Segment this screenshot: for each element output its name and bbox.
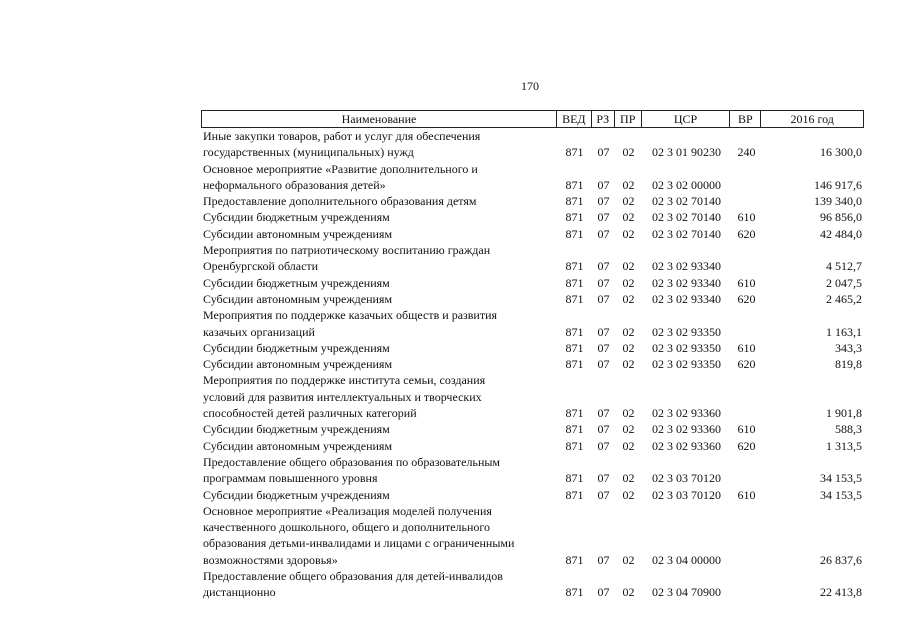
table-row <box>201 193 864 209</box>
row-name-line: Субсидии бюджетным учреждениям <box>203 210 390 225</box>
row-name-line: способностей детей различных категорий <box>203 406 417 421</box>
row-ved: 871 <box>565 291 584 306</box>
row-pr: 02 <box>622 210 635 225</box>
row-name-line: качественного дошкольного, общего и дополнительного <box>203 520 491 535</box>
table-row <box>201 161 864 194</box>
row-ved: 871 <box>565 145 584 160</box>
row-ved: 871 <box>565 438 584 453</box>
row-csr: 02 3 02 93350 <box>652 357 721 372</box>
row-name-line: Иные закупки товаров, работ и услуг для обеспечения <box>203 129 481 143</box>
row-csr: 02 3 03 70120 <box>652 487 721 502</box>
row-csr: 02 3 02 93340 <box>652 275 721 290</box>
row-csr: 02 3 02 93350 <box>652 324 721 339</box>
table-row <box>201 275 864 291</box>
row-name-line: Мероприятия по поддержке института семьи, создания <box>203 373 486 388</box>
row-ved: 871 <box>565 406 584 421</box>
row-ved: 871 <box>565 226 584 241</box>
row-vr: 620 <box>737 357 756 372</box>
budget-table <box>201 110 864 601</box>
row-name-line: Субсидии автономным учреждениям <box>203 357 393 372</box>
row-name-line: Предоставление общего образования для детей-инвалидов <box>203 569 503 584</box>
row-name <box>201 209 557 225</box>
row-name-line: Субсидии автономным учреждениям <box>203 226 393 241</box>
row-ved: 871 <box>565 194 584 209</box>
header-ved: ВЕД <box>557 111 592 127</box>
row-csr: 02 3 01 90230 <box>652 145 721 160</box>
row-rz: 07 <box>597 275 610 290</box>
row-pr: 02 <box>622 438 635 453</box>
row-name <box>201 275 557 291</box>
row-csr: 02 3 03 70120 <box>652 471 721 486</box>
row-name-line: Оренбургской области <box>203 259 319 274</box>
row-csr: 02 3 02 93340 <box>652 291 721 306</box>
row-rz: 07 <box>597 487 610 502</box>
row-rz: 07 <box>597 145 610 160</box>
row-amount: 1 313,5 <box>826 438 862 453</box>
row-amount: 42 484,0 <box>820 226 862 241</box>
row-name-line: Субсидии бюджетным учреждениям <box>203 340 390 355</box>
table-row <box>201 242 864 275</box>
row-amount: 1 901,8 <box>826 406 862 421</box>
row-amount: 16 300,0 <box>820 145 862 160</box>
row-amount: 26 837,6 <box>820 552 862 567</box>
row-name-line: дистанционно <box>203 585 276 600</box>
row-rz: 07 <box>597 438 610 453</box>
table-row <box>201 209 864 225</box>
table-row <box>201 421 864 437</box>
row-name-line: Мероприятия по патриотическому воспитанию граждан <box>203 243 491 258</box>
row-name <box>201 454 557 487</box>
row-pr: 02 <box>622 340 635 355</box>
table-row <box>201 503 864 568</box>
table-row <box>201 128 864 161</box>
table-row <box>201 487 864 503</box>
row-ved: 871 <box>565 552 584 567</box>
table-row <box>201 454 864 487</box>
header-year: 2016 год <box>790 111 834 126</box>
row-name <box>201 242 557 275</box>
table-row <box>201 340 864 356</box>
page-number: 170 <box>521 79 539 93</box>
table-body <box>201 128 864 601</box>
row-pr: 02 <box>622 194 635 209</box>
row-csr: 02 3 02 70140 <box>652 210 721 225</box>
row-amount: 819,8 <box>835 357 862 372</box>
row-vr: 610 <box>737 210 756 225</box>
row-csr: 02 3 02 70140 <box>652 226 721 241</box>
row-name-line: Субсидии бюджетным учреждениям <box>203 422 390 437</box>
row-name-line: образования детьми-инвалидами и лицами с ограниченными <box>203 536 515 551</box>
row-rz: 07 <box>597 422 610 437</box>
row-pr: 02 <box>622 422 635 437</box>
row-pr: 02 <box>622 357 635 372</box>
row-amount: 34 153,5 <box>820 487 862 502</box>
table-row <box>201 291 864 307</box>
row-csr: 02 3 02 00000 <box>652 177 721 192</box>
table-row <box>201 372 864 421</box>
row-name <box>201 487 557 503</box>
row-ved: 871 <box>565 340 584 355</box>
row-name-line: Основное мероприятие «Развитие дополнительного и <box>203 161 478 176</box>
row-pr: 02 <box>622 291 635 306</box>
row-name <box>201 226 557 242</box>
row-ved: 871 <box>565 487 584 502</box>
row-amount: 343,3 <box>835 340 862 355</box>
row-name-line: Предоставление общего образования по образовательным <box>203 454 501 469</box>
row-csr: 02 3 04 00000 <box>652 552 721 567</box>
table-row <box>201 568 864 601</box>
row-name <box>201 503 557 568</box>
row-csr: 02 3 02 93360 <box>652 422 721 437</box>
row-pr: 02 <box>622 259 635 274</box>
row-name-line: Субсидии бюджетным учреждениям <box>203 275 390 290</box>
row-pr: 02 <box>622 552 635 567</box>
row-name-line: Субсидии автономным учреждениям <box>203 438 393 453</box>
row-vr: 610 <box>737 487 756 502</box>
row-name <box>201 340 557 356</box>
row-name-line: Предоставление дополнительного образования детям <box>203 194 477 209</box>
row-rz: 07 <box>597 585 610 600</box>
row-pr: 02 <box>622 324 635 339</box>
row-ved: 871 <box>565 210 584 225</box>
row-name <box>201 438 557 454</box>
table-header <box>201 110 864 128</box>
row-vr: 620 <box>737 438 756 453</box>
row-rz: 07 <box>597 226 610 241</box>
header-pr: ПР <box>615 111 642 127</box>
row-amount: 2 047,5 <box>826 275 862 290</box>
row-amount: 34 153,5 <box>820 471 862 486</box>
row-name <box>201 421 557 437</box>
row-csr: 02 3 02 93340 <box>652 259 721 274</box>
header-name: Наименование <box>202 111 557 127</box>
row-vr: 620 <box>737 291 756 306</box>
row-pr: 02 <box>622 275 635 290</box>
row-csr: 02 3 02 93350 <box>652 340 721 355</box>
row-name-line: неформального образования детей» <box>203 177 386 192</box>
row-pr: 02 <box>622 585 635 600</box>
row-csr: 02 3 02 93360 <box>652 406 721 421</box>
row-amount: 22 413,8 <box>820 585 862 600</box>
row-pr: 02 <box>622 145 635 160</box>
row-rz: 07 <box>597 340 610 355</box>
row-rz: 07 <box>597 177 610 192</box>
row-rz: 07 <box>597 471 610 486</box>
row-ved: 871 <box>565 177 584 192</box>
row-rz: 07 <box>597 194 610 209</box>
row-csr: 02 3 04 70900 <box>652 585 721 600</box>
row-ved: 871 <box>565 357 584 372</box>
row-name <box>201 307 557 340</box>
row-vr: 610 <box>737 275 756 290</box>
row-name-line: возможностями здоровья» <box>203 552 338 567</box>
row-rz: 07 <box>597 259 610 274</box>
row-ved: 871 <box>565 324 584 339</box>
row-vr: 610 <box>737 340 756 355</box>
header-rz: РЗ <box>592 111 615 127</box>
row-name-line: программам повышенного уровня <box>203 471 378 486</box>
row-pr: 02 <box>622 226 635 241</box>
table-row <box>201 307 864 340</box>
row-rz: 07 <box>597 324 610 339</box>
row-pr: 02 <box>622 471 635 486</box>
row-pr: 02 <box>622 487 635 502</box>
table-row <box>201 438 864 454</box>
row-amount: 146 917,6 <box>814 177 862 192</box>
row-csr: 02 3 02 70140 <box>652 194 721 209</box>
header-csr: ЦСР <box>642 111 731 127</box>
row-name <box>201 291 557 307</box>
row-name <box>201 356 557 372</box>
row-rz: 07 <box>597 210 610 225</box>
row-ved: 871 <box>565 275 584 290</box>
row-ved: 871 <box>565 259 584 274</box>
row-rz: 07 <box>597 406 610 421</box>
row-amount: 4 512,7 <box>826 259 862 274</box>
row-name-line: Основное мероприятие «Реализация моделей получения <box>203 503 492 518</box>
row-amount: 96 856,0 <box>820 210 862 225</box>
row-name <box>201 193 557 209</box>
row-name-line: Субсидии автономным учреждениям <box>203 291 393 306</box>
row-name-line: казачьих организаций <box>203 324 315 339</box>
row-name-line: государственных (муниципальных) нужд <box>203 145 414 160</box>
table-row <box>201 226 864 242</box>
row-pr: 02 <box>622 177 635 192</box>
row-amount: 139 340,0 <box>814 194 862 209</box>
row-name <box>201 568 557 601</box>
row-ved: 871 <box>565 471 584 486</box>
row-rz: 07 <box>597 291 610 306</box>
row-amount: 1 163,1 <box>826 324 862 339</box>
row-csr: 02 3 02 93360 <box>652 438 721 453</box>
row-name <box>201 161 557 194</box>
row-rz: 07 <box>597 357 610 372</box>
row-vr: 610 <box>737 422 756 437</box>
row-vr: 620 <box>737 226 756 241</box>
row-name <box>201 128 557 161</box>
row-amount: 588,3 <box>835 422 862 437</box>
row-name-line: Субсидии бюджетным учреждениям <box>203 487 390 502</box>
row-ved: 871 <box>565 422 584 437</box>
row-name-line: Мероприятия по поддержке казачьих обществ и развития <box>203 308 498 323</box>
row-vr: 240 <box>737 145 756 160</box>
row-amount: 2 465,2 <box>826 291 862 306</box>
row-ved: 871 <box>565 585 584 600</box>
table-row <box>201 356 864 372</box>
row-name <box>201 372 557 421</box>
row-rz: 07 <box>597 552 610 567</box>
header-vr: ВР <box>730 111 761 127</box>
row-pr: 02 <box>622 406 635 421</box>
row-name-line: условий для развития интеллектуальных и творческих <box>203 389 482 404</box>
